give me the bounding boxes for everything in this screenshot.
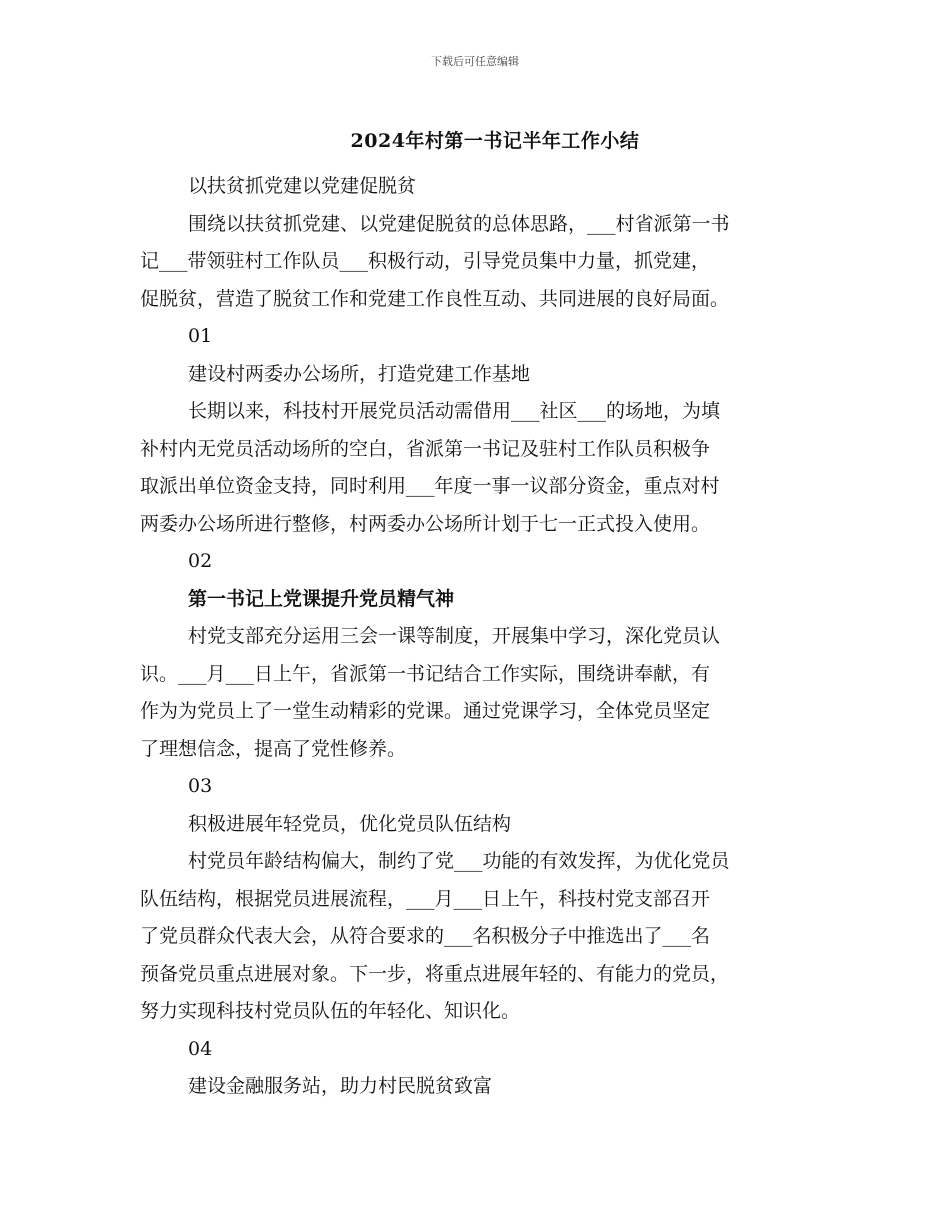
- text-line: 取派出单位资金支持，同时利用___年度一事一议部分资金，重点对村: [140, 475, 720, 497]
- text-line: 促脱贫，营造了脱贫工作和党建工作良性互动、共同进展的良好局面。: [140, 287, 730, 310]
- text-line: 长期以来，科技村开展党员活动需借用___社区___的场地，为填: [188, 400, 721, 422]
- section-heading: 建设村两委办公场所，打造党建工作基地: [188, 362, 531, 385]
- text-line: 队伍结构，根据党员进展流程，___月___日上午，科技村党支部召开: [140, 887, 711, 910]
- text-line: 村党员年龄结构偏大，制约了党___功能的有效发挥，为优化党员: [188, 850, 730, 872]
- section-number: 04: [188, 1037, 213, 1060]
- text-line: 了党员群众代表大会，从符合要求的___名积极分子中推选出了___名: [140, 925, 711, 947]
- text-line: 作为为党员上了一堂生动精彩的党课。通过党课学习，全体党员坚定: [140, 700, 711, 722]
- section-heading: 建设金融服务站，助力村民脱贫致富: [188, 1075, 493, 1097]
- document-title: 2024年村第一书记半年工作小结: [350, 130, 640, 152]
- text-line: 围绕以扶贫抓党建、以党建促脱贫的总体思路，___村省派第一书: [188, 212, 730, 235]
- text-line: 预备党员重点进展对象。下一步，将重点进展年轻的、有能力的党员，: [140, 962, 730, 985]
- text-line: 补村内无党员活动场所的空白，省派第一书记及驻村工作队员积极争: [140, 437, 711, 460]
- section-number: 01: [188, 325, 213, 347]
- text-line: 了理想信念，提高了党性修养。: [140, 737, 407, 760]
- section-number: 02: [188, 550, 213, 572]
- text-line: 努力实现科技村党员队伍的年轻化、知识化。: [140, 1000, 521, 1022]
- section-number: 03: [188, 775, 213, 797]
- text-line: 村党支部充分运用三会一课等制度，开展集中学习，深化党员认: [188, 625, 721, 647]
- document-body: [140, 168, 820, 1106]
- download-note: 下载后可任意编辑: [431, 55, 519, 68]
- text-line: 两委办公场所进行整修，村两委办公场所计划于七一正式投入使用。: [140, 512, 711, 535]
- text-line: 识。___月___日上午，省派第一书记结合工作实际，围绕讲奉献，有: [140, 662, 711, 685]
- text-line: 以扶贫抓党建以党建促脱贫: [188, 175, 417, 197]
- text-line: 记___带领驻村工作队员___积极行动，引导党员集中力量，抓党建，: [140, 250, 711, 272]
- section-heading: 第一书记上党课提升党员精气神: [188, 587, 455, 610]
- section-heading: 积极进展年轻党员，优化党员队伍结构: [188, 812, 512, 835]
